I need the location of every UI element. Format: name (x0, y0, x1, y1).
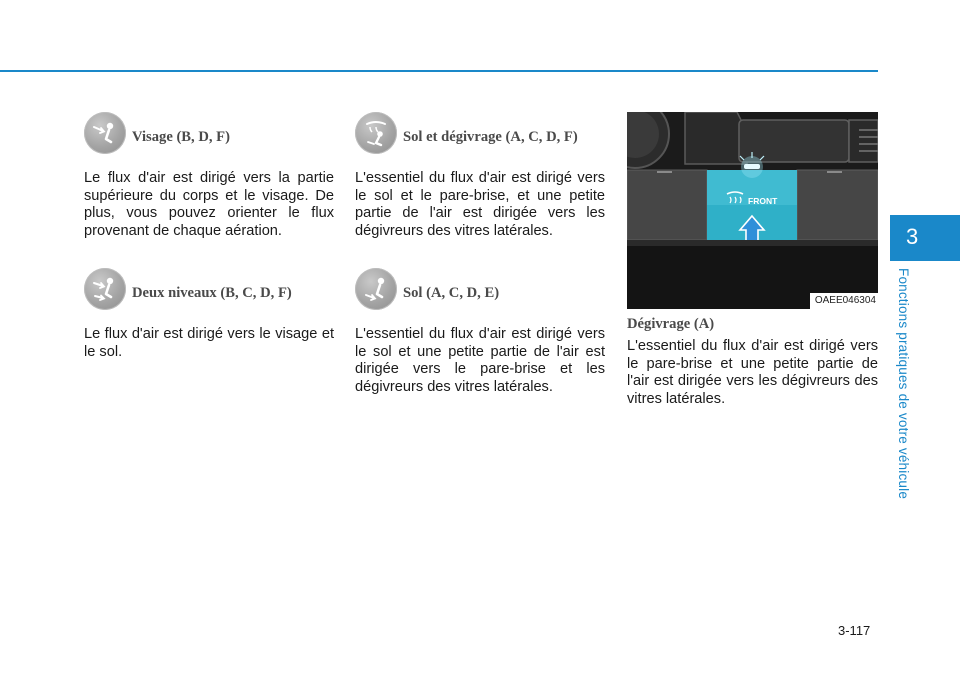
floor-defrost-icon (355, 112, 397, 154)
chapter-title: Fonctions pratiques de votre véhicule (896, 268, 911, 500)
face-vent-icon (84, 112, 126, 154)
mode-degivrage-title: Dégivrage (A) (627, 316, 715, 332)
mode-deux-niveaux-title: Deux niveaux (B, C, D, F) (132, 285, 292, 301)
mode-deux-niveaux-text: Le flux d'air est dirigé vers le visage et le sol. (84, 326, 334, 360)
photo-reference-code: OAEE046304 (810, 293, 878, 309)
header-rule (0, 70, 878, 72)
bi-level-vent-icon (84, 268, 126, 310)
mode-sol-heading (355, 268, 605, 312)
column-left (84, 112, 334, 383)
chapter-tab (890, 215, 960, 261)
mode-visage-text: Le flux d'air est dirigé vers la partie supérieure du corps et le visage. De plus, vous pouvez orienter le flux provenant de chaque aération. (84, 170, 334, 239)
page-number: 3-117 (838, 623, 871, 638)
mode-sol-degivrage-text: L'essentiel du flux d'air est dirigé vers le sol et le pare-brise, et une petite partie de l'air est dirigée vers les dégivreurs des vitres latérales. (355, 170, 605, 239)
floor-vent-icon (355, 268, 397, 310)
front-button-label: FRONT (748, 196, 778, 206)
mode-visage-heading (84, 112, 334, 156)
column-right (627, 112, 878, 430)
mode-deux-niveaux-heading (84, 268, 334, 312)
mode-sol-title: Sol (A, C, D, E) (403, 285, 500, 301)
mode-sol-text: L'essentiel du flux d'air est dirigé vers le sol et une petite partie de l'air est dirigée vers le pare-brise et les dégivreurs des vitres latérales. (355, 326, 605, 395)
mode-sol-degivrage-heading (355, 112, 605, 156)
mode-visage-title: Visage (B, D, F) (132, 129, 230, 145)
defrost-button-photo (627, 112, 878, 309)
column-middle (355, 112, 605, 418)
chapter-number: 3 (906, 224, 919, 249)
mode-sol-degivrage-title: Sol et dégivrage (A, C, D, F) (403, 129, 578, 145)
mode-degivrage-text: L'essentiel du flux d'air est dirigé vers le pare-brise et une petite partie de l'air est dirigée vers les dégivreurs des vitres latérales. (627, 338, 878, 407)
